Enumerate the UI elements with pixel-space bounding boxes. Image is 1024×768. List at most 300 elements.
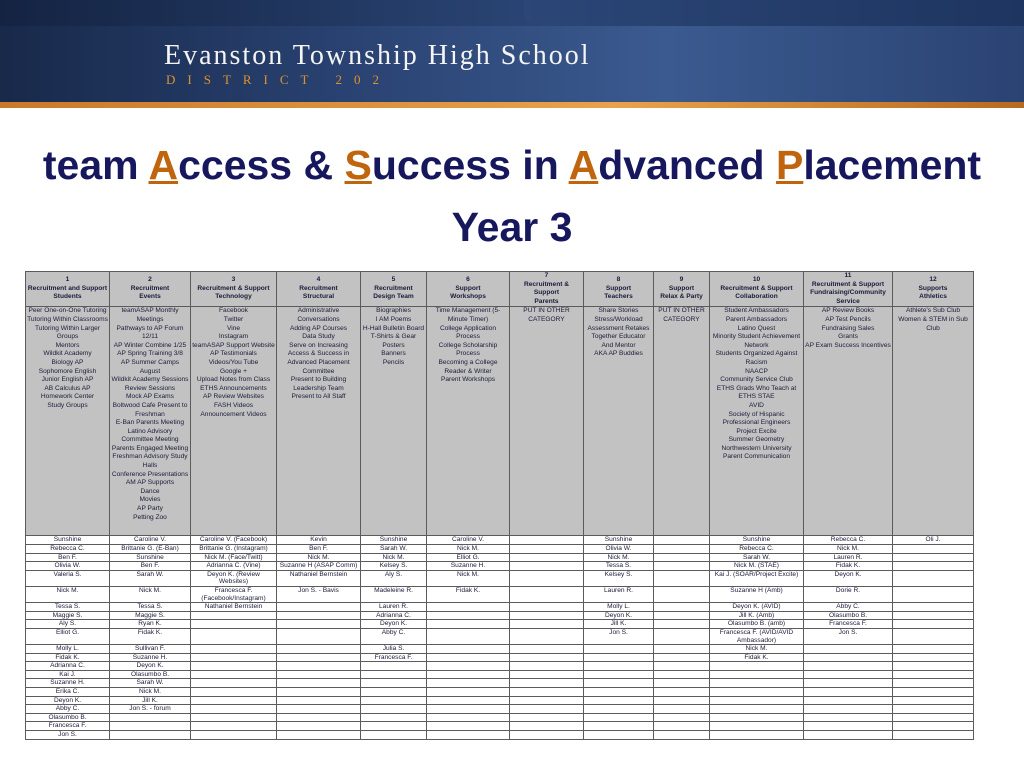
member-cell bbox=[510, 670, 584, 679]
column-header-l2: Students bbox=[53, 293, 82, 301]
member-cell: Tessa S. bbox=[26, 603, 110, 612]
member-cell bbox=[191, 620, 277, 629]
member-cell bbox=[510, 688, 584, 697]
member-cell bbox=[277, 603, 361, 612]
member-cell: Lauren R. bbox=[584, 586, 654, 602]
member-cell bbox=[510, 645, 584, 654]
activity-item: Northwestern University bbox=[721, 444, 792, 452]
member-cell bbox=[710, 688, 804, 697]
column-header-l1: Recruitment bbox=[299, 284, 338, 292]
member-cell: Elliot G. bbox=[26, 628, 110, 644]
member-cell: Deyon K. (AVID) bbox=[710, 603, 804, 612]
member-cell bbox=[510, 570, 584, 586]
member-cell bbox=[804, 731, 893, 740]
column-header-l3: Service bbox=[836, 297, 860, 305]
member-cell bbox=[893, 562, 974, 571]
column-header-l1: Recruitment & Support bbox=[523, 280, 570, 297]
member-cell bbox=[510, 620, 584, 629]
member-cell: Erika C. bbox=[26, 688, 110, 697]
member-cell: Olivia W. bbox=[26, 562, 110, 571]
member-cell: Deyon K. bbox=[804, 570, 893, 586]
member-cell: Jon S. bbox=[584, 628, 654, 644]
activity-item: Conference Presentations bbox=[111, 470, 189, 478]
district-label: DISTRICT 202 bbox=[166, 72, 392, 87]
member-cell bbox=[893, 570, 974, 586]
member-cell: Jon S. - Bavis bbox=[277, 586, 361, 602]
member-cell bbox=[277, 653, 361, 662]
member-cell: Nick M. bbox=[584, 553, 654, 562]
column-header bbox=[110, 272, 191, 307]
column-header-l1: Support bbox=[605, 284, 632, 292]
member-cell: Jill K. bbox=[584, 620, 654, 629]
table-row bbox=[26, 722, 974, 731]
member-cell: Sunshine bbox=[361, 536, 427, 545]
column-header-l1: Recruitment bbox=[130, 284, 170, 292]
member-cell bbox=[893, 544, 974, 553]
column-header-l2: Parents bbox=[534, 297, 559, 305]
member-cell bbox=[654, 645, 710, 654]
member-cell bbox=[191, 731, 277, 740]
member-cell bbox=[893, 653, 974, 662]
member-cell: Nick M. bbox=[361, 553, 427, 562]
member-cell: Suzanne H (ASAP Comm) bbox=[277, 562, 361, 571]
activity-item: Time Management (5-Minute Timer) bbox=[435, 307, 501, 323]
activity-item: Mentors bbox=[55, 341, 80, 349]
member-cell bbox=[277, 731, 361, 740]
member-cell: Rebecca C. bbox=[26, 544, 110, 553]
activity-item: Review Sessions bbox=[124, 384, 176, 392]
table-row bbox=[26, 731, 974, 740]
activity-item: AP Spring Training 3/8 bbox=[117, 350, 183, 358]
column-header-num: 3 bbox=[231, 276, 236, 284]
activities-cell bbox=[277, 307, 361, 536]
member-cell bbox=[893, 553, 974, 562]
member-cell bbox=[804, 722, 893, 731]
activity-item: Student Ambassadors bbox=[724, 307, 789, 315]
activities-cell bbox=[26, 307, 110, 536]
column-header-num: 2 bbox=[148, 276, 152, 284]
activities-cell bbox=[110, 307, 191, 536]
member-cell bbox=[427, 628, 510, 644]
column-header bbox=[654, 272, 710, 307]
member-cell: Olasumbo B. bbox=[804, 611, 893, 620]
table-row bbox=[26, 670, 974, 679]
activities-cell bbox=[710, 307, 804, 536]
member-cell bbox=[191, 628, 277, 644]
member-cell: Tessa S. bbox=[110, 603, 191, 612]
activity-item: ETHS Announcements bbox=[200, 384, 267, 392]
member-cell bbox=[510, 653, 584, 662]
member-cell bbox=[191, 713, 277, 722]
member-cell bbox=[710, 722, 804, 731]
activity-item: Biology AP bbox=[51, 358, 84, 366]
member-cell: Francesca F. (AVID/AVID Ambassador) bbox=[710, 628, 804, 644]
activity-item: Homework Center bbox=[40, 393, 95, 401]
member-cell bbox=[804, 705, 893, 714]
member-cell bbox=[427, 705, 510, 714]
activity-item: Sophomore English bbox=[38, 367, 97, 375]
member-cell: Nick M. (Face/Twitt) bbox=[191, 553, 277, 562]
member-cell: Kai J. (SOAR/Project Excite) bbox=[710, 570, 804, 586]
activity-item: AKA AP Buddies bbox=[594, 350, 643, 358]
member-cell bbox=[191, 722, 277, 731]
member-cell bbox=[654, 628, 710, 644]
member-cell: Fidak K. bbox=[710, 653, 804, 662]
member-cell: Sunshine bbox=[110, 553, 191, 562]
member-cell bbox=[361, 713, 427, 722]
member-cell bbox=[710, 662, 804, 671]
activity-item: Grants bbox=[838, 333, 858, 341]
member-cell bbox=[510, 628, 584, 644]
member-cell bbox=[361, 705, 427, 714]
member-cell: Sarah W. bbox=[361, 544, 427, 553]
member-cell bbox=[804, 645, 893, 654]
activity-item: Pathways to AP Forum 12/11 bbox=[116, 324, 184, 341]
table-row bbox=[26, 536, 974, 545]
member-cell: Sarah W. bbox=[110, 679, 191, 688]
member-cell: Elliot G. bbox=[427, 553, 510, 562]
activity-item: Together Educator And Mentor bbox=[591, 333, 646, 349]
activity-item: I AM Poems bbox=[375, 315, 412, 323]
member-cell bbox=[110, 731, 191, 740]
member-cell: Suzanne H. bbox=[110, 653, 191, 662]
activities-cell bbox=[510, 307, 584, 536]
column-header-num: 1 bbox=[65, 276, 70, 284]
member-cell bbox=[654, 536, 710, 545]
activity-item: Junior English AP bbox=[41, 376, 94, 384]
activity-item: Posters bbox=[382, 341, 405, 349]
activity-item: College Application Process bbox=[439, 324, 497, 341]
activity-item: Google + bbox=[220, 367, 247, 375]
member-cell: Ben F. bbox=[110, 562, 191, 571]
member-cell: Brittanie G. (E-Ban) bbox=[110, 544, 191, 553]
member-cell: Sullivan F. bbox=[110, 645, 191, 654]
member-cell: Fidak K. bbox=[110, 628, 191, 644]
activity-item: AP Exam Success Incentives bbox=[805, 341, 891, 349]
member-cell: Sunshine bbox=[26, 536, 110, 545]
member-cell bbox=[893, 688, 974, 697]
title-highlight-letter: A bbox=[148, 142, 179, 188]
activity-item: Wildkit Academy Sessions bbox=[111, 376, 189, 384]
column-header bbox=[584, 272, 654, 307]
member-cell bbox=[427, 653, 510, 662]
member-cell bbox=[893, 670, 974, 679]
title-word: dvanced bbox=[598, 142, 776, 188]
member-cell: Maggie S. bbox=[110, 611, 191, 620]
member-cell bbox=[654, 620, 710, 629]
member-cell: Nick M. (STAE) bbox=[710, 562, 804, 571]
member-cell: Aly S. bbox=[361, 570, 427, 586]
header-banner bbox=[0, 0, 1024, 108]
column-header-l2: Teachers bbox=[604, 293, 633, 301]
member-cell: Francesca F. bbox=[361, 653, 427, 662]
member-cell bbox=[427, 696, 510, 705]
activity-item: Videos/You Tube bbox=[208, 358, 259, 366]
member-cell bbox=[191, 696, 277, 705]
member-cell bbox=[893, 713, 974, 722]
activity-item: Share Stories bbox=[598, 307, 639, 315]
school-name: Evanston Township High School bbox=[164, 40, 591, 71]
activity-item: Students Organized Against Racism bbox=[715, 350, 798, 366]
title-word: lacement bbox=[803, 142, 982, 188]
member-cell: Jon S. bbox=[804, 628, 893, 644]
table-row bbox=[26, 570, 974, 586]
member-cell: Molly L. bbox=[584, 603, 654, 612]
member-cell: Olasumbo B. bbox=[110, 670, 191, 679]
column-header-num: 12 bbox=[929, 276, 937, 284]
member-cell: Julia S. bbox=[361, 645, 427, 654]
member-cell: Olasumbo B. (amb) bbox=[710, 620, 804, 629]
activity-item: Facebook bbox=[219, 307, 248, 315]
table-row bbox=[26, 562, 974, 571]
column-header-num: 8 bbox=[616, 276, 621, 284]
member-cell bbox=[191, 653, 277, 662]
title-highlight-letter: P bbox=[775, 142, 804, 188]
member-cell bbox=[584, 731, 654, 740]
activity-item: teamASAP Monthly Meetings bbox=[121, 307, 179, 323]
title-highlight-letter: A bbox=[568, 142, 599, 188]
activity-item: Minority Student Achievement Network bbox=[712, 333, 801, 349]
member-cell: Deyon K. bbox=[361, 620, 427, 629]
table-row bbox=[26, 611, 974, 620]
column-header bbox=[804, 272, 893, 307]
activity-item: Latino Advisory Committee Meeting bbox=[121, 427, 179, 444]
member-cell bbox=[191, 679, 277, 688]
member-cell bbox=[584, 696, 654, 705]
member-cell: Deyon K. (Review Websites) bbox=[191, 570, 277, 586]
column-header-num: 5 bbox=[391, 276, 396, 284]
activity-item: Project Excite bbox=[736, 427, 777, 435]
table-row bbox=[26, 645, 974, 654]
activity-item: AP Testimonials bbox=[210, 350, 257, 358]
member-cell: Lauren R. bbox=[804, 553, 893, 562]
activity-item: College Scholarship Process bbox=[438, 341, 498, 358]
member-cell bbox=[654, 653, 710, 662]
member-cell bbox=[277, 696, 361, 705]
activity-item: Tutoring Within Larger Groups bbox=[35, 324, 100, 341]
activity-item: Stress/Workload bbox=[594, 315, 643, 323]
member-cell: Kai J. bbox=[26, 670, 110, 679]
activity-item: Announcement Videos bbox=[200, 410, 267, 418]
member-cell: Nick M. bbox=[427, 544, 510, 553]
member-cell bbox=[654, 731, 710, 740]
member-cell: Francesca F. bbox=[804, 620, 893, 629]
activity-item: Mock AP Exams bbox=[126, 393, 174, 401]
member-cell bbox=[427, 731, 510, 740]
member-cell: Jon S. bbox=[26, 731, 110, 740]
activity-item: ETHS Grads Who Teach at ETHS STAE bbox=[716, 384, 797, 401]
member-cell bbox=[427, 620, 510, 629]
member-cell: Deyon K. bbox=[26, 696, 110, 705]
member-cell: Nathaniel Bernstein bbox=[191, 603, 277, 612]
member-cell bbox=[191, 662, 277, 671]
member-cell bbox=[427, 603, 510, 612]
member-cell: Nick M. bbox=[710, 645, 804, 654]
activity-item: AP Review Books bbox=[821, 307, 875, 315]
member-cell bbox=[277, 611, 361, 620]
member-cell bbox=[804, 653, 893, 662]
member-cell bbox=[277, 705, 361, 714]
member-cell: Abby C. bbox=[804, 603, 893, 612]
column-header-l2: Athletics bbox=[919, 293, 947, 301]
member-cell bbox=[654, 722, 710, 731]
title-highlight-letter: S bbox=[344, 142, 372, 188]
member-cell bbox=[893, 603, 974, 612]
member-cell bbox=[510, 562, 584, 571]
member-cell bbox=[654, 603, 710, 612]
activity-item: AP Party bbox=[137, 505, 163, 513]
column-header-num: 9 bbox=[679, 276, 684, 284]
member-cell: Tessa S. bbox=[584, 562, 654, 571]
table-row bbox=[26, 705, 974, 714]
member-cell: Jill K. bbox=[110, 696, 191, 705]
member-cell bbox=[277, 688, 361, 697]
member-cell bbox=[584, 645, 654, 654]
member-cell: Fidak K. bbox=[427, 586, 510, 602]
activity-item: FASH Videos bbox=[213, 401, 254, 409]
activity-item: Biographies bbox=[376, 307, 411, 315]
column-header-l2: Design Team bbox=[373, 293, 414, 301]
member-cell bbox=[110, 713, 191, 722]
member-cell bbox=[277, 645, 361, 654]
member-cell bbox=[804, 670, 893, 679]
activity-item: Petting Zoo bbox=[133, 513, 167, 521]
activity-item: Boltwood Cafe Present to Freshman bbox=[112, 401, 188, 418]
column-header-l1: Recruitment & Support bbox=[720, 284, 793, 292]
member-cell: Nick M. bbox=[277, 553, 361, 562]
column-header-l1: Support bbox=[668, 284, 695, 292]
member-cell bbox=[584, 653, 654, 662]
column-header bbox=[893, 272, 974, 307]
activity-item: Wildkit Academy bbox=[43, 350, 92, 358]
activity-item: teamASAP Support Website bbox=[192, 341, 275, 349]
member-cell bbox=[361, 670, 427, 679]
column-header-l2: Structural bbox=[302, 293, 335, 301]
member-cell: Suzanne H. bbox=[427, 562, 510, 571]
activity-item: AP Review Websites bbox=[203, 393, 264, 401]
activities-cell bbox=[893, 307, 974, 536]
member-cell: Maggie S. bbox=[26, 611, 110, 620]
member-cell bbox=[191, 688, 277, 697]
table-row bbox=[26, 544, 974, 553]
member-cell bbox=[893, 679, 974, 688]
activity-item: Peer One-on-One Tutoring bbox=[28, 307, 107, 315]
member-cell bbox=[710, 696, 804, 705]
title-word: ccess & bbox=[178, 142, 345, 188]
table-header-row bbox=[26, 272, 974, 307]
member-cell bbox=[893, 662, 974, 671]
activity-item: Upload Notes from Class bbox=[196, 376, 271, 384]
member-cell bbox=[654, 553, 710, 562]
member-cell: Suzanne H. bbox=[26, 679, 110, 688]
activity-item: PUT IN OTHER CATEGORY bbox=[523, 307, 570, 323]
member-cell bbox=[584, 688, 654, 697]
member-cell bbox=[427, 679, 510, 688]
column-header bbox=[191, 272, 277, 307]
title-word: team bbox=[42, 142, 149, 188]
activity-item: NAACP bbox=[745, 367, 768, 375]
table-row bbox=[26, 628, 974, 644]
column-header-num: 7 bbox=[544, 272, 549, 279]
member-cell bbox=[427, 611, 510, 620]
column-header-l2: Fundraising/Community bbox=[810, 289, 886, 297]
column-header bbox=[427, 272, 510, 307]
activity-item: AM AP Supports bbox=[125, 479, 175, 487]
member-cell bbox=[893, 611, 974, 620]
member-cell: Caroline V. bbox=[427, 536, 510, 545]
title-word: uccess in bbox=[371, 142, 569, 188]
activity-item: Twitter bbox=[223, 315, 244, 323]
member-cell bbox=[510, 705, 584, 714]
activity-item: Dance bbox=[140, 487, 160, 495]
member-cell: Olasumbo B. bbox=[26, 713, 110, 722]
activity-item: AP Winter Combine 1/25 bbox=[113, 341, 187, 349]
member-cell bbox=[110, 722, 191, 731]
member-cell: Molly L. bbox=[26, 645, 110, 654]
member-cell bbox=[584, 662, 654, 671]
activity-item: Parents Engaged Meeting bbox=[111, 444, 189, 452]
member-cell bbox=[710, 731, 804, 740]
member-cell bbox=[710, 679, 804, 688]
member-cell bbox=[584, 705, 654, 714]
member-cell: Adrianna C. bbox=[26, 662, 110, 671]
member-cell: Jon S. - forum bbox=[110, 705, 191, 714]
member-cell: Kevin bbox=[277, 536, 361, 545]
member-cell bbox=[510, 536, 584, 545]
member-cell: Nick M. bbox=[110, 688, 191, 697]
member-cell: Lauren R. bbox=[361, 603, 427, 612]
activity-item: T-Shirts & Gear bbox=[370, 333, 417, 341]
member-cell bbox=[427, 722, 510, 731]
member-cell bbox=[510, 722, 584, 731]
member-cell: Adrianna C. bbox=[361, 611, 427, 620]
member-cell: Rebecca C. bbox=[804, 536, 893, 545]
activities-cell bbox=[427, 307, 510, 536]
column-header-l1: Recruitment and Support bbox=[27, 284, 108, 292]
member-cell bbox=[510, 696, 584, 705]
member-cell bbox=[427, 688, 510, 697]
member-cell bbox=[191, 705, 277, 714]
activity-item: Pencils bbox=[382, 358, 405, 366]
column-header-num: 10 bbox=[752, 276, 761, 284]
member-cell: Kelsey S. bbox=[361, 562, 427, 571]
member-cell bbox=[510, 603, 584, 612]
member-cell: Kelsey S. bbox=[584, 570, 654, 586]
member-cell: Nick M. bbox=[110, 586, 191, 602]
member-cell bbox=[710, 705, 804, 714]
member-cell: Sarah W. bbox=[110, 570, 191, 586]
member-cell bbox=[277, 620, 361, 629]
member-cell bbox=[804, 679, 893, 688]
banner-top-right-panel bbox=[524, 0, 1024, 26]
column-header-l2: Events bbox=[139, 293, 161, 301]
activity-item: Tutoring Within Classrooms bbox=[27, 315, 108, 323]
column-header-l1: Recruitment & Support bbox=[197, 284, 270, 292]
member-cell bbox=[804, 662, 893, 671]
activity-item: Present to Building Leadership Team bbox=[290, 376, 347, 392]
member-cell bbox=[893, 620, 974, 629]
banner-gold-line bbox=[0, 102, 1024, 108]
member-cell bbox=[361, 731, 427, 740]
column-header-l2: Workshops bbox=[450, 293, 486, 301]
member-cell: Ryan K. bbox=[110, 620, 191, 629]
activity-item: Serve on Increasing Access & Success in Advanced Placement Committee bbox=[287, 341, 350, 375]
activity-item: Adding AP Courses bbox=[289, 324, 348, 332]
member-cell bbox=[804, 688, 893, 697]
member-cell bbox=[654, 611, 710, 620]
table-row bbox=[26, 696, 974, 705]
activity-item: Athlete's Sub Club bbox=[905, 307, 961, 315]
